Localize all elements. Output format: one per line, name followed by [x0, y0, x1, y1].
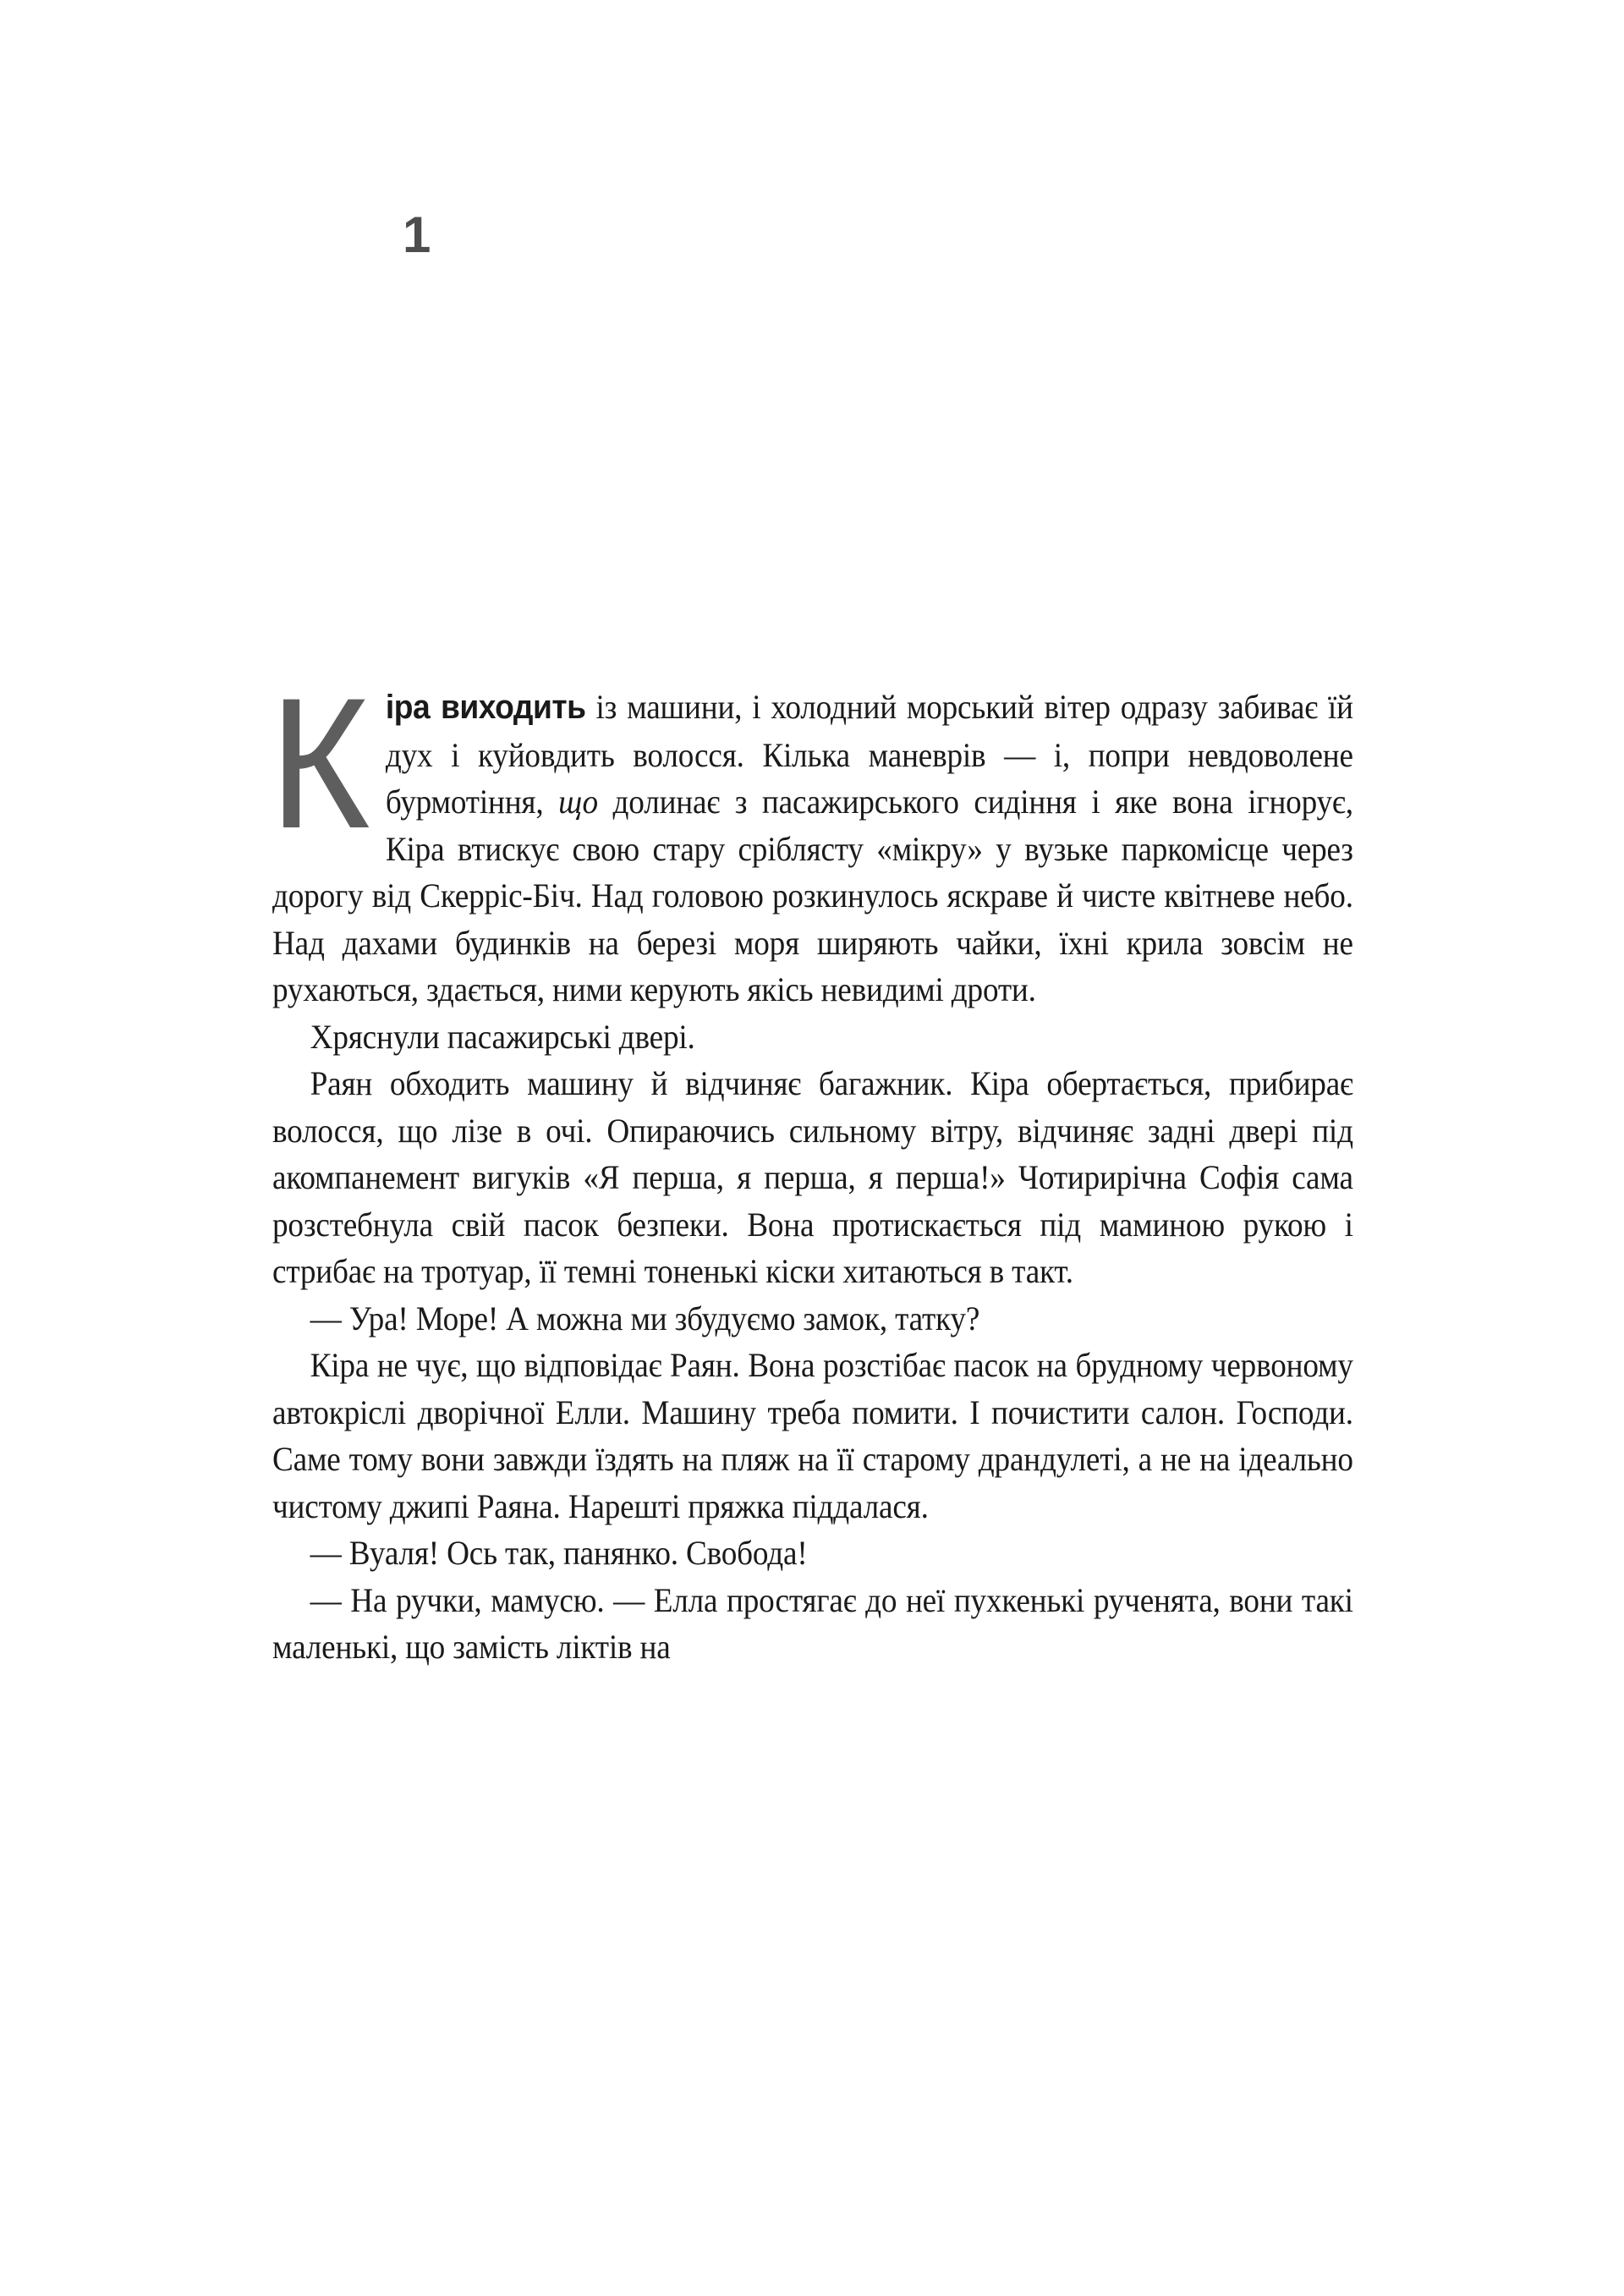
paragraph: Раян обходить машину й відчиняє багажник. Кіра обертається, прибирає волосся, що лізе в очі. Опираючись сильному вітру, відчиняє задні двері під акомпанемент вигуків «Я перша, я перша, я перша!» Чотирирічна Софія сама розстебнула свій пасок безпеки. Вона протискається під маминою рукою і стрибає на тротуар, її темні тоненькі кіски хитаються в такт.: [272, 1064, 1353, 1290]
paragraph: Кіра не чує, що відповідає Раян. Вона розстібає пасок на брудному червоному автокріслі дворічної Елли. Машину треба помити. І почистити салон. Господи. Саме тому вони завжди їздять на пляж на її старому драндулеті, а не на ідеально чистому джипі Раяна. Нарешті пряжка піддалася.: [272, 1346, 1353, 1525]
italic-word: що: [558, 783, 598, 821]
dialogue-line: — Ура! Море! А можна ми збудуємо замок, татку?: [310, 1299, 980, 1338]
dialogue-line: — Вуаля! Ось так, панянко. Свобода!: [310, 1534, 808, 1572]
chapter-body: [269, 659, 1353, 1671]
dialogue-line: — На ручки, мамусю. — Елла простягає до неї пухкенькі рученята, вони такі маленькі, що замість ліктів на: [272, 1580, 1353, 1666]
paragraph: Хряснули пасажирські двері.: [310, 1017, 695, 1056]
paragraph-text: із машини, і холодний морський вітер одразу забиває їй дух і куйовдить волосся. Кілька маневрів — і, попри невдоволене бурмотіння,: [385, 688, 1353, 821]
opening-paragraph: [269, 659, 1353, 1013]
drop-cap: К: [269, 659, 370, 867]
lead-in-bold: іра виходить: [385, 689, 586, 726]
chapter-number: 1: [403, 206, 431, 263]
paragraph-text: долинає з пасажирського сидіння і яке вона ігнорує, Кіра втискує свою стару сріблясту «мікру» у вузьке паркомісце через дорогу від Скерріс-Біч. Над головою розкинулось яскраве й чисте квітневе небо. Над дахами будинків на березі моря ширяють чайки, їхні крила зовсім не рухаються, здається, ними керують якісь невидимі дроти.: [272, 783, 1353, 1008]
